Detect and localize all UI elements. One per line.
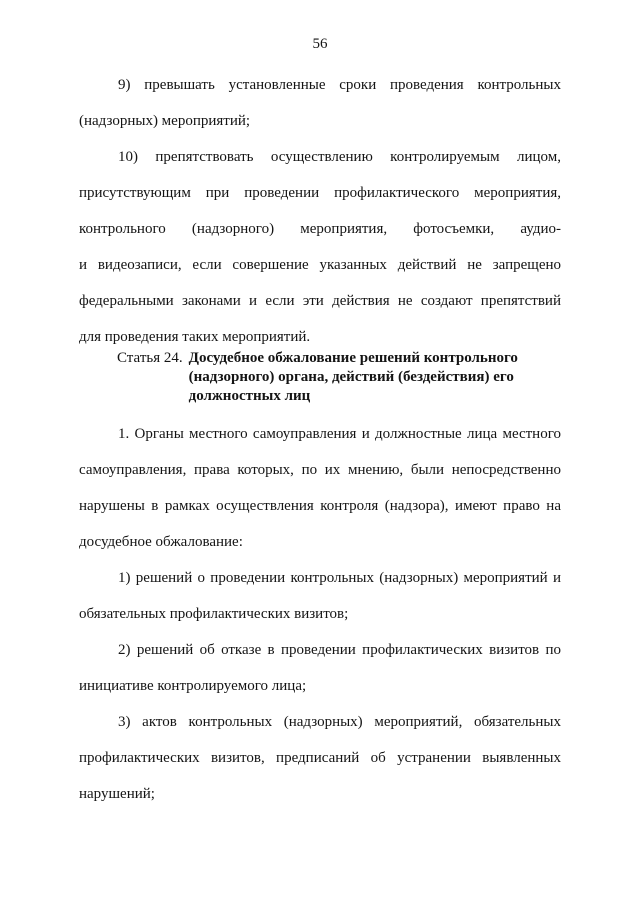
subitem-3-line-2: профилактических визитов, предписаний об устранении выявленных — [79, 750, 561, 766]
item-10-line-2: присутствующим при проведении профилактического мероприятия, — [79, 185, 561, 201]
subitem-1-line-1: 1) решений о проведении контрольных (надзорных) мероприятий и — [118, 570, 561, 586]
para-1-line-4: досудебное обжалование: — [79, 534, 243, 550]
subitem-3-line-1: 3) актов контрольных (надзорных) мероприятий, обязательных — [118, 714, 561, 730]
item-10-line-6: для проведения таких мероприятий. — [79, 329, 311, 345]
para-1-line-1: 1. Органы местного самоуправления и должностные лица местного — [118, 426, 561, 442]
subitem-2-line-2: инициативе контролируемого лица; — [79, 678, 307, 694]
article-title: Досудебное обжалование решений контрольного (надзорного) органа, действий (бездействия) его должностных лиц — [188, 350, 518, 404]
subitem-3-line-3: нарушений; — [79, 786, 155, 802]
article-label: Статья 24. — [117, 350, 183, 366]
item-9-line-2: (надзорных) мероприятий; — [79, 113, 251, 129]
item-10-line-4: и видеозаписи, если совершение указанных действий не запрещено — [79, 257, 561, 273]
item-10-line-1: 10) препятствовать осуществлению контролируемым лицом, — [118, 149, 561, 165]
article-heading — [117, 349, 567, 406]
para-1-line-2: самоуправления, права которых, по их мнению, были непосредственно — [79, 462, 561, 478]
para-1-line-3: нарушены в рамках осуществления контроля (надзора), имеют право на — [79, 498, 561, 514]
page-number: 56 — [312, 36, 328, 52]
subitem-2-line-1: 2) решений об отказе в проведении профилактических визитов по — [118, 642, 561, 658]
subitem-1-line-2: обязательных профилактических визитов; — [79, 606, 349, 622]
item-9-line-1: 9) превышать установленные сроки проведения контрольных — [118, 77, 561, 93]
item-10-line-5: федеральными законами и если эти действия не создают препятствий — [79, 293, 561, 309]
item-10-line-3: контрольного (надзорного) мероприятия, фотосъемки, аудио- — [79, 221, 561, 237]
